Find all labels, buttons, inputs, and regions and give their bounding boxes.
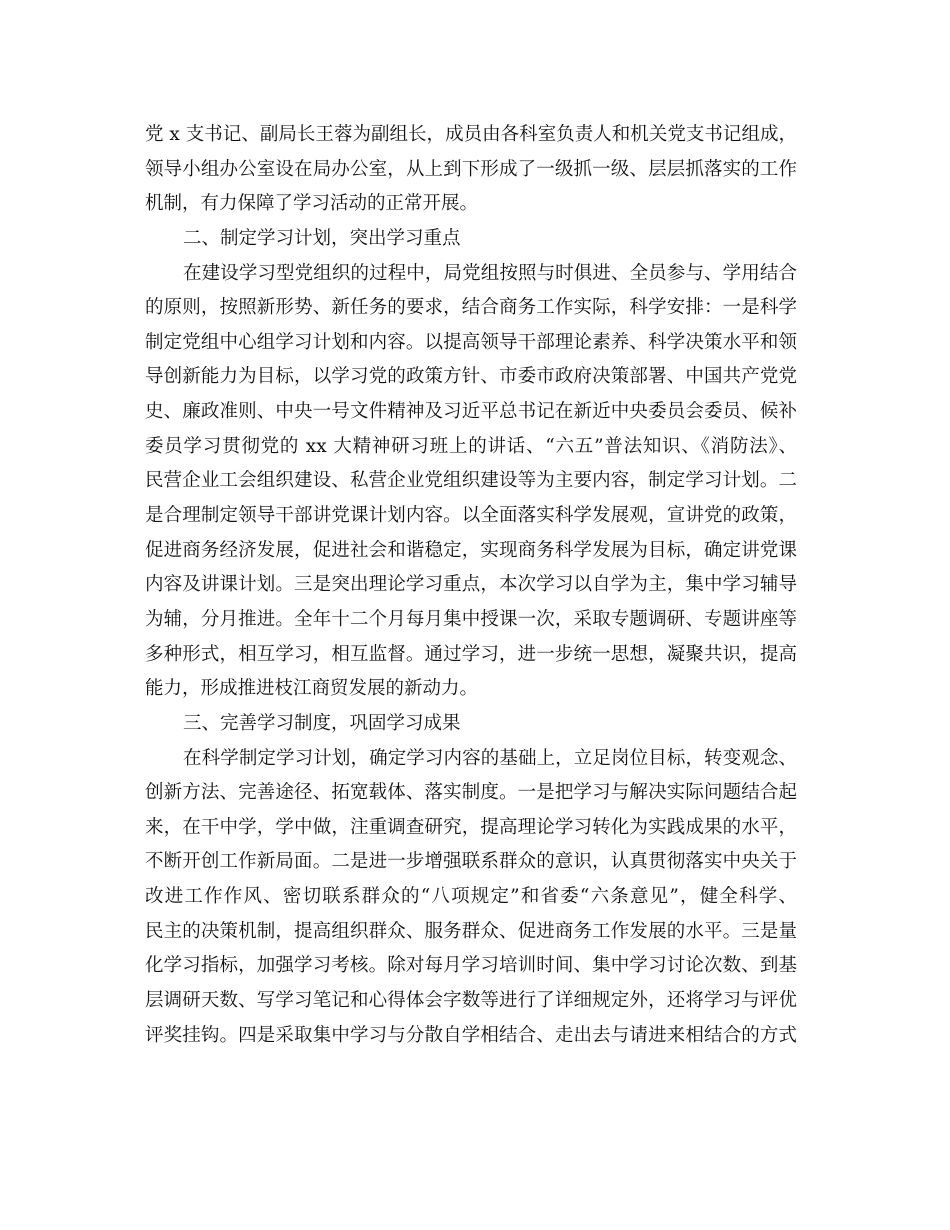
text-line: 的原则，按照新形势、新任务的要求，结合商务工作实际，科学安排：一是科学 (145, 297, 797, 319)
text-line: 能力，形成推进枝江商贸发展的新动力。 (145, 678, 479, 700)
text-line: 在建设学习型党组织的过程中，局党组按照与时俱进、全员参与、学用结合 (183, 262, 797, 284)
text-line: 内容及讲课计划。三是突出理论学习重点，本次学习以自学为主，集中学习辅导 (145, 574, 797, 596)
document-body (145, 118, 797, 1053)
text-line: 创新方法、完善途径、拓宽载体、落实制度。一是把学习与解决实际问题结合起 (145, 782, 797, 804)
text-line: 多种形式，相互学习，相互监督。通过学习，进一步统一思想，凝聚共识，提高 (145, 643, 797, 665)
text-line: 领导小组办公室设在局办公室，从上到下形成了一级抓一级、层层抓落实的工作 (145, 158, 797, 180)
text-line: 层调研天数、写学习笔记和心得体会字数等进行了详细规定外，还将学习与评优 (145, 990, 797, 1012)
text-line: 化学习指标，加强学习考核。除对每月学习培训时间、集中学习讨论次数、到基 (145, 955, 797, 977)
text-line: 评奖挂钩。四是采取集中学习与分散自学相结合、走出去与请进来相结合的方式 (145, 1024, 797, 1046)
text-line: 促进商务经济发展，促进社会和谐稳定，实现商务科学发展为目标，确定讲党课 (145, 539, 797, 561)
text-line: 不断开创工作新局面。二是进一步增强联系群众的意识，认真贯彻落实中央关于 (145, 851, 797, 873)
section-heading: 三、完善学习制度，巩固学习成果 (183, 712, 461, 734)
text-line: 为辅，分月推进。全年十二个月每月集中授课一次，采取专题调研、专题讲座等 (145, 608, 797, 630)
text-line: 委员学习贯彻党的 xx 大精神研习班上的讲话、“六五”普法知识、《消防法》、 (145, 435, 797, 457)
text-line: 改进工作作风、密切联系群众的“八项规定”和省委“六条意见”，健全科学、 (145, 886, 797, 908)
text-line: 民营企业工会组织建设、私营企业党组织建设等为主要内容，制定学习计划。二 (145, 470, 797, 492)
text-line: 在科学制定学习计划，确定学习内容的基础上，立足岗位目标，转变观念、 (183, 747, 797, 769)
text-line: 制定党组中心组学习计划和内容。以提高领导干部理论素养、科学决策水平和领 (145, 331, 797, 353)
text-line: 来，在干中学，学中做，注重调查研究，提高理论学习转化为实践成果的水平， (145, 816, 797, 838)
text-line: 是合理制定领导干部讲党课计划内容。以全面落实科学发展观，宣讲党的政策， (145, 505, 797, 527)
text-line: 史、廉政准则、中央一号文件精神及习近平总书记在新近中央委员会委员、候补 (145, 401, 797, 423)
section-heading: 二、制定学习计划，突出学习重点 (183, 227, 461, 249)
text-line: 党 x 支书记、副局长王蓉为副组长，成员由各科室负责人和机关党支书记组成， (145, 124, 797, 145)
text-line: 导创新能力为目标，以学习党的政策方针、市委市政府决策部署、中国共产党党 (145, 366, 797, 388)
text-line: 机制，有力保障了学习活动的正常开展。 (145, 193, 479, 215)
text-line: 民主的决策机制，提高组织群众、服务群众、促进商务工作发展的水平。三是量 (145, 920, 797, 942)
